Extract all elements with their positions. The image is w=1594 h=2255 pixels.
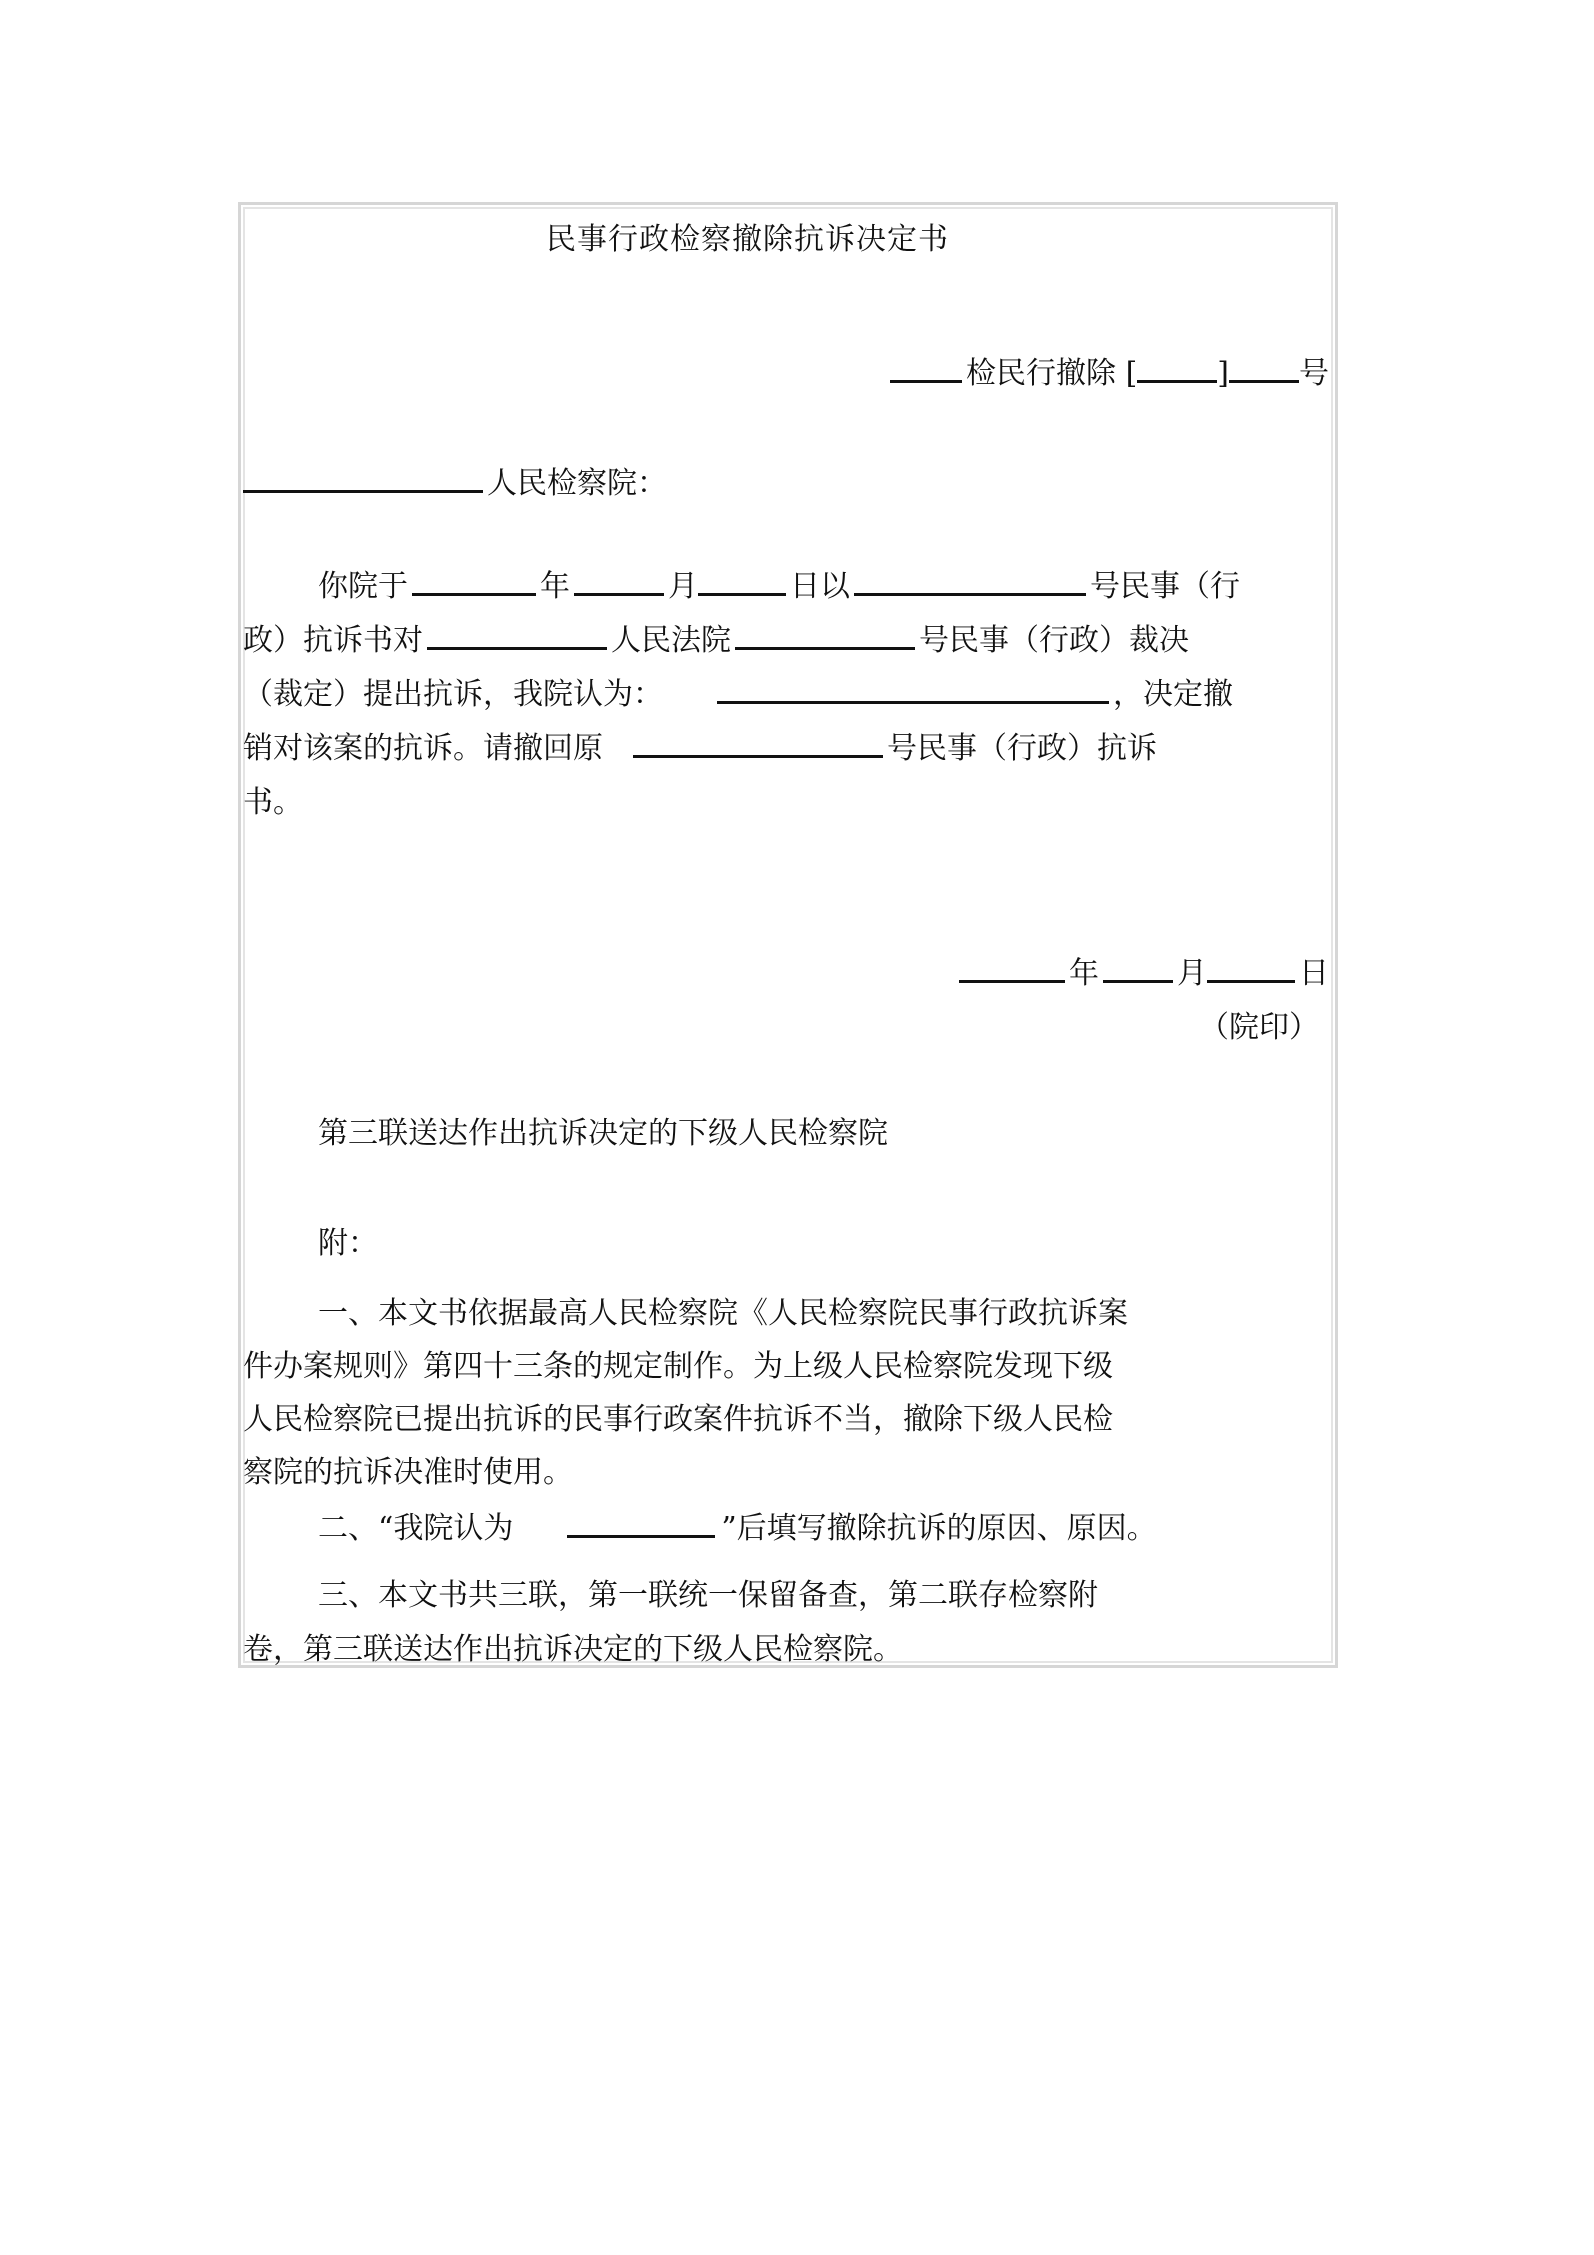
body-line-2 (243, 614, 1189, 668)
blank-field-month[interactable] (574, 561, 664, 596)
body-text: 日以 (790, 569, 850, 604)
body-line-4 (243, 722, 1157, 776)
blank-field-reason-example (567, 1503, 715, 1538)
doc-number-text-1: 检民行撤除 [ (966, 356, 1138, 391)
blank-field-appeal-number[interactable] (854, 561, 1086, 596)
appendix-item-3-line-2: 卷，第三联送达作出抗诉决定的下级人民检察院。 (243, 1632, 903, 1667)
blank-field-year[interactable] (1137, 348, 1217, 383)
appendix-item-1-line-3: 人民检察院已提出抗诉的民事行政案件抗诉不当，撤除下级人民检 (243, 1402, 1113, 1437)
body-text: （裁定）提出抗诉，我院认为： (243, 677, 663, 712)
body-text: 年 (540, 569, 570, 604)
appendix-item-1-line-4: 察院的抗诉决准时使用。 (243, 1455, 573, 1490)
body-text: 号民事（行政）抗诉 (887, 731, 1157, 766)
appendix-item-2 (318, 1502, 1157, 1556)
blank-field-year[interactable] (412, 561, 536, 596)
addressee-line (243, 457, 667, 511)
blank-field-ruling-number[interactable] (735, 615, 915, 650)
body-text: 政）抗诉书对 (243, 623, 423, 658)
blank-field-day[interactable] (698, 561, 786, 596)
blank-field-court[interactable] (427, 615, 607, 650)
appendix-item-1-line-1: 一、本文书依据最高人民检察院《人民检察院民事行政抗诉案 (318, 1296, 1128, 1331)
date-month-label: 月 (1177, 956, 1207, 991)
blank-field-number[interactable] (1229, 348, 1299, 383)
body-text: 月 (668, 569, 698, 604)
doc-number-text-2: ] (1217, 356, 1229, 391)
court-seal-label: （院印） (1199, 1010, 1319, 1045)
blank-field-prefix[interactable] (890, 348, 962, 383)
blank-field-sign-year[interactable] (959, 948, 1065, 983)
body-line-3 (243, 668, 1233, 722)
appendix-text: 二、“我院认为 (318, 1511, 514, 1546)
document-title: 民事行政检察撤除抗诉决定书 (546, 222, 949, 257)
body-text: 人民法院 (611, 623, 731, 658)
document-number-line (886, 347, 1329, 401)
appendix-text: ”后填写撤除抗诉的原因、原因。 (721, 1511, 1157, 1546)
body-line-1 (318, 560, 1240, 614)
appendix-title: 附： (318, 1226, 378, 1261)
blank-field-procuratorate[interactable] (243, 458, 483, 493)
appendix-item-3-line-1: 三、本文书共三联，第一联统一保留备查，第二联存检察附 (318, 1578, 1098, 1613)
blank-field-reason[interactable] (717, 669, 1109, 704)
blank-field-original-appeal-number[interactable] (633, 723, 883, 758)
date-day-label: 日 (1299, 956, 1329, 991)
doc-number-text-3: 号 (1299, 356, 1329, 391)
body-text: 销对该案的抗诉。请撤回原 (243, 731, 603, 766)
body-line-5: 书。 (243, 785, 303, 820)
body-text: ，决定撤 (1113, 677, 1233, 712)
blank-field-sign-month[interactable] (1103, 948, 1173, 983)
copy-distribution-note: 第三联送达作出抗诉决定的下级人民检察院 (318, 1116, 888, 1151)
addressee-text: 人民检察院： (487, 466, 667, 501)
body-text: 你院于 (318, 569, 408, 604)
blank-field-sign-day[interactable] (1207, 948, 1295, 983)
body-text: 号民事（行政）裁决 (919, 623, 1189, 658)
body-text: 号民事（行 (1090, 569, 1240, 604)
date-year-label: 年 (1069, 956, 1099, 991)
appendix-item-1-line-2: 件办案规则》第四十三条的规定制作。为上级人民检察院发现下级 (243, 1349, 1113, 1384)
signature-date-line (955, 947, 1329, 1001)
